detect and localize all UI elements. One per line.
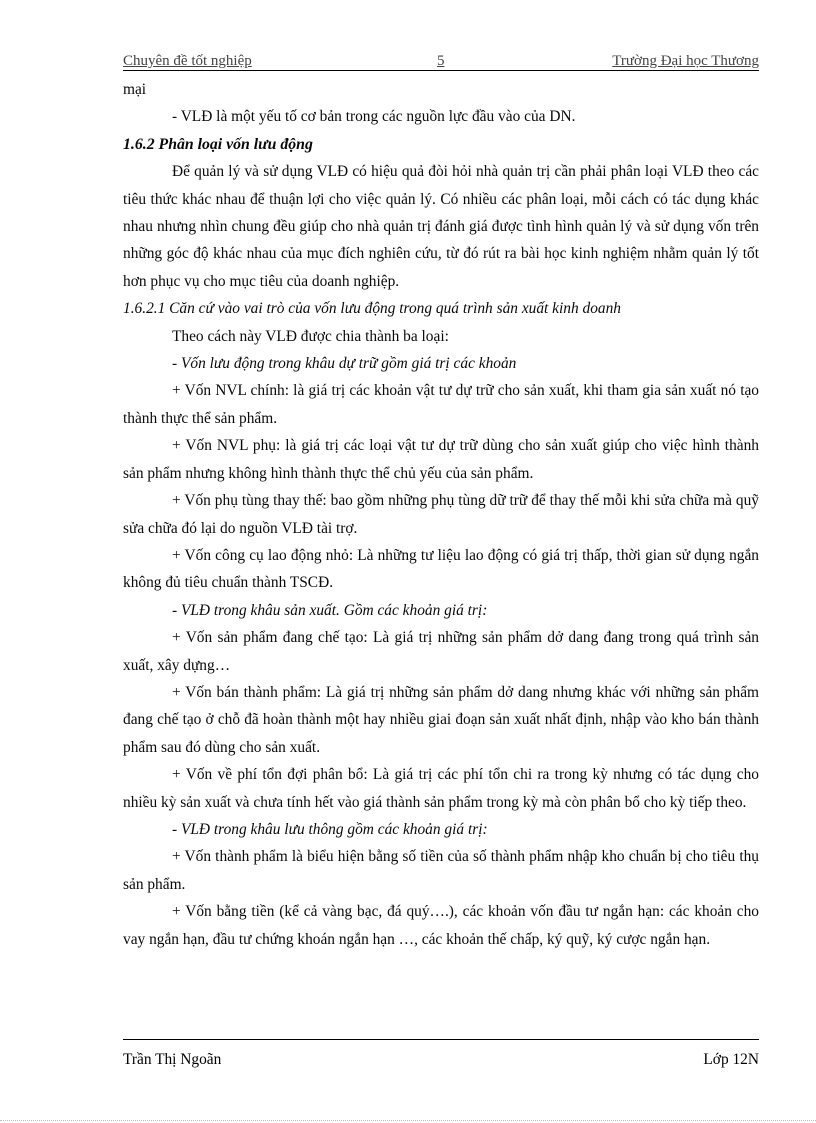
paragraph-item: + Vốn sản phẩm đang chế tạo: Là giá trị những sản phẩm dở dang đang trong quá trình sản xuất, xây dựng… [123, 629, 759, 674]
category-heading: - VLĐ trong khâu sản xuất. Gồm các khoản giá trị: [172, 601, 488, 619]
category-heading: - VLĐ trong khâu lưu thông gồm các khoản giá trị: [172, 820, 488, 838]
paragraph-bullet: - VLĐ là một yếu tố cơ bản trong các nguồn lực đầu vào của DN. [172, 108, 576, 126]
header-document-title: Chuyên đề tốt nghiệp [123, 53, 252, 69]
paragraph-item: + Vốn NVL phụ: là giá trị các loại vật tư dự trữ dùng cho sản xuất giúp cho việc hình thành sản phẩm nhưng không hình thành thực thể chủ yếu của sản phẩm. [123, 437, 759, 482]
section-heading: 1.6.2 Phân loại vốn lưu động [123, 135, 313, 153]
header-page-number: 5 [437, 53, 445, 69]
header-university-name: Trường Đại học Thương [612, 53, 759, 69]
category-heading: - Vốn lưu động trong khâu dự trữ gồm giá trị các khoản [172, 355, 517, 373]
paragraph-item: + Vốn phụ tùng thay thế: bao gồm những phụ tùng dữ trữ để thay thế mỗi khi sửa chữa mà quỹ sửa chữa đó lại do nguồn VLĐ tài trợ. [123, 492, 759, 537]
page-header [123, 52, 759, 71]
paragraph-continuation: mại [123, 81, 147, 98]
paragraph-item: + Vốn thành phẩm là biểu hiện bằng số tiền của số thành phẩm nhập kho chuẩn bị cho tiêu thụ sản phẩm. [123, 848, 759, 893]
footer-class: Lớp 12N [703, 1051, 759, 1068]
paragraph-item: + Vốn về phí tổn đợi phân bổ: Là giá trị các phí tổn chi ra trong kỳ nhưng có tác dụng cho nhiều kỳ sản xuất và chưa tính hết vào giá thành sản phẩm trong kỳ mà còn phân bổ cho kỳ tiếp theo. [123, 766, 759, 811]
subsection-heading: 1.6.2.1 Căn cứ vào vai trò của vốn lưu động trong quá trình sản xuất kinh doanh [123, 300, 621, 318]
paragraph-item: + Vốn NVL chính: là giá trị các khoản vật tư dự trữ cho sản xuất, khi tham gia sản xuất nó tạo thành thực thể sản phẩm. [123, 382, 759, 427]
paragraph-item: + Vốn bán thành phẩm: Là giá trị những sản phẩm dở dang nhưng khác với những sản phẩm đang chế tạo ở chỗ đã hoàn thành một hay nhiều giai đoạn sản xuất nhất định, nhập vào kho bán thành phẩm sau đó dùng cho sản xuất. [123, 683, 759, 756]
paragraph-item: + Vốn bằng tiền (kể cả vàng bạc, đá quý….), các khoản vốn đầu tư ngắn hạn: các khoản cho vay ngắn hạn, đầu tư chứng khoán ngắn hạn …, các khoản thế chấp, ký quỹ, ký cược ngắn hạn. [123, 903, 759, 948]
page-boundary [0, 1120, 816, 1121]
document-body [123, 76, 759, 953]
page-footer [123, 1039, 759, 1076]
paragraph-body: Để quản lý và sử dụng VLĐ có hiệu quả đòi hỏi nhà quản trị cần phải phân loại VLĐ theo các tiêu thức khác nhau để thuận lợi cho việc quản lý. Có nhiều các phân loại, mỗi cách có tác dụng khác nhau nhưng nhìn chung đều giúp cho nhà quản trị đánh giá được tình hình quản lý và sử dụng vốn trên những góc độ khác nhau của mục đích nghiên cứu, từ đó rút ra bài học kinh nghiệm nhằm quản lý tốt hơn phục vụ cho mục tiêu của doanh nghiệp. [123, 163, 759, 290]
footer-author: Trần Thị Ngoãn [123, 1051, 222, 1068]
paragraph-body: Theo cách này VLĐ được chia thành ba loại: [172, 327, 449, 345]
paragraph-item: + Vốn công cụ lao động nhỏ: Là những tư liệu lao động có giá trị thấp, thời gian sử dụng ngắn không đủ tiêu chuẩn thành TSCĐ. [123, 546, 759, 592]
